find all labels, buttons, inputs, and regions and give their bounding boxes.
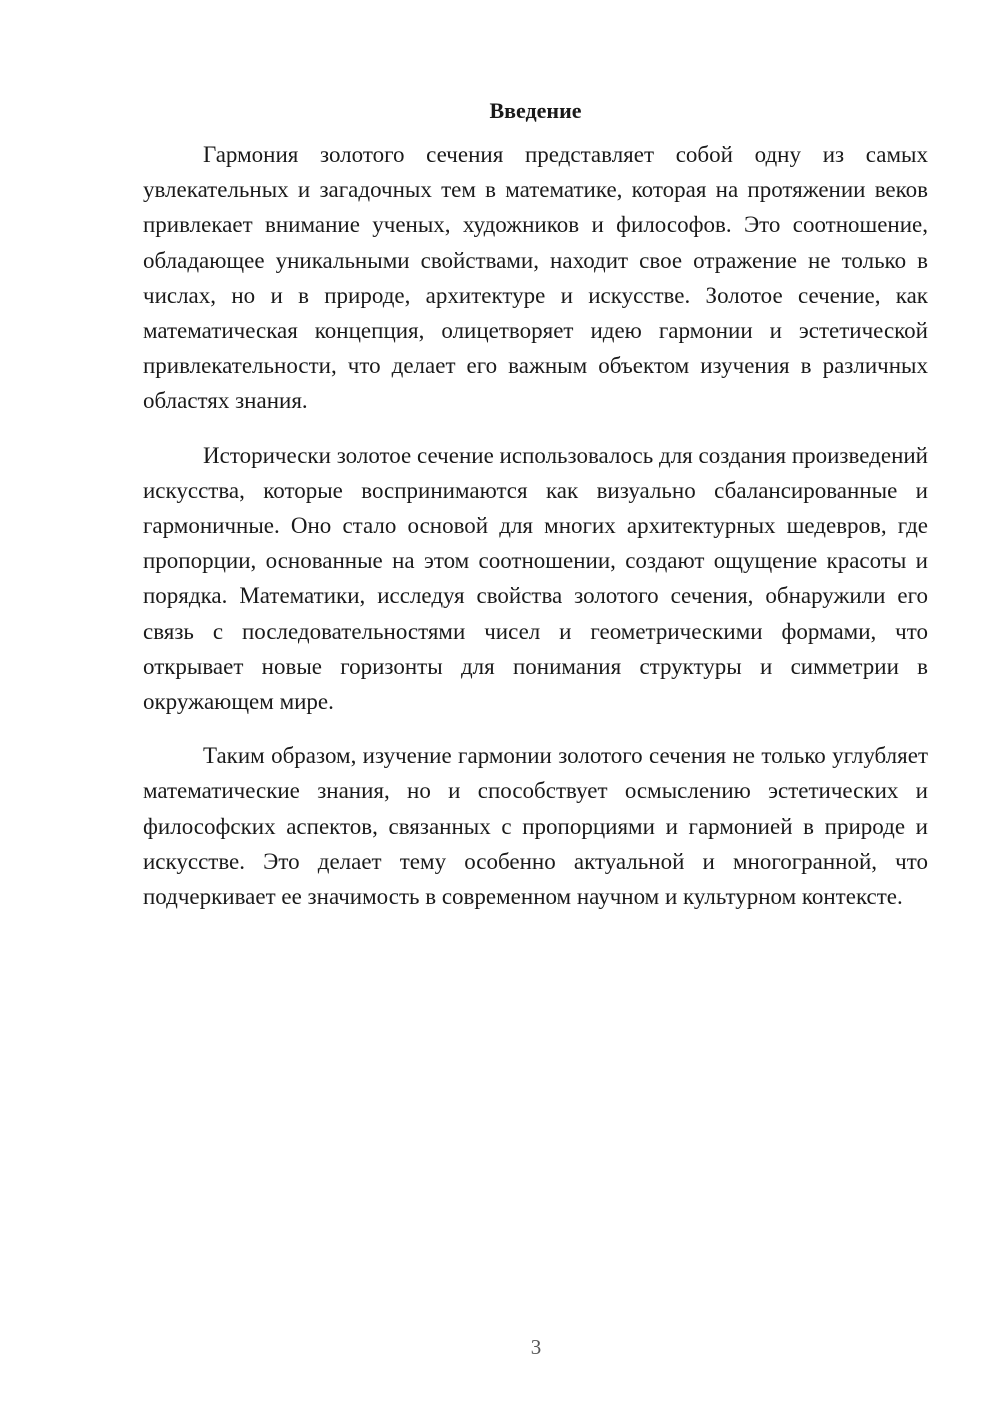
paragraph-3: Таким образом, изучение гармонии золотого сечения не только углубляет математические знания, но и способствует осмыслению эстетических и философских аспектов, связанных с пропорциями и гармонией в природе и искусстве. Это делает тему особенно актуальной и многогранной, что подчеркивает ее значимость в современном научном и культурном контексте. [143, 743, 928, 910]
section-title: Введение [489, 98, 582, 123]
paragraph-1: Гармония золотого сечения представляет собой одну из самых увлекательных и загадочных тем в математике, которая на протяжении веков привлекает внимание ученых, художников и философов. Это соотношение, обладающее уникальными свойствами, находит свое отражение не только в числах, но и в природе, архитектуре и искусстве. Золотое сечение, как математическая концепция, олицетворяет идею гармонии и эстетической привлекательности, что делает его важным объектом изучения в различных областях знания. [143, 142, 928, 414]
page-content [143, 95, 928, 933]
page-number: 3 [530, 1335, 542, 1359]
paragraph-2: Исторически золотое сечение использовалось для создания произведений искусства, которые воспринимаются как визуально сбалансированные и гармоничные. Оно стало основой для многих архитектурных шедевров, где пропорции, основанные на этом соотношении, создают ощущение красоты и порядка. Математики, исследуя свойства золотого сечения, обнаружили его связь с последовательностями чисел и геометрическими формами, что открывает новые горизонты для понимания структуры и симметрии в окружающем мире. [143, 442, 928, 715]
